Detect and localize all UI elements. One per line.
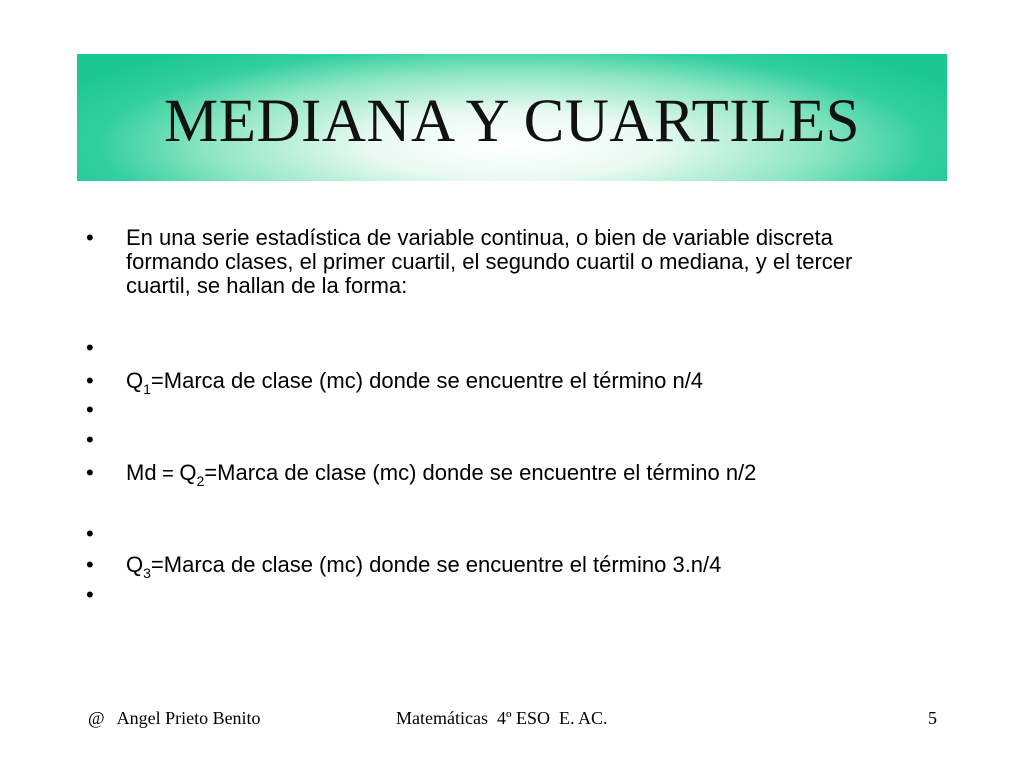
q2-definition: =Marca de clase (mc) donde se encuentre el término n/2	[204, 460, 757, 485]
q1-text	[126, 369, 886, 395]
bullet-marker: •	[86, 427, 94, 452]
q3-definition: =Marca de clase (mc) donde se encuentre el término 3.n/4	[150, 552, 722, 577]
bullet-marker: •	[86, 521, 94, 546]
bullet-marker: •	[86, 368, 94, 393]
title-banner	[77, 54, 947, 181]
bullet-marker: •	[86, 225, 94, 250]
equals-sign: =	[156, 463, 180, 485]
q1-subscript: 1	[143, 381, 151, 397]
q1-symbol: Q	[126, 368, 144, 393]
footer-course: Matemáticas 4º ESO E. AC.	[396, 708, 608, 728]
bullet-marker: •	[86, 460, 94, 485]
median-symbol: Md	[126, 460, 157, 485]
q3-symbol: Q	[126, 552, 144, 577]
intro-text: En una serie estadística de variable continua, o bien de variable discreta formando clases, el primer cuartil, el segundo cuartil o mediana, y el tercer cuartil, se hallan de la forma:	[126, 225, 853, 298]
slide-title: MEDIANA Y CUARTILES	[163, 87, 861, 155]
author-name: Angel Prieto Benito	[116, 708, 261, 728]
bullet-marker: •	[86, 397, 94, 422]
q1-definition: =Marca de clase (mc) donde se encuentre el término n/4	[150, 368, 704, 393]
q2-text	[126, 461, 886, 487]
bullet-marker: •	[86, 582, 94, 607]
page-number: 5	[928, 708, 937, 728]
at-symbol: @	[88, 708, 105, 728]
bullet-marker: •	[86, 335, 94, 360]
q3-text	[126, 553, 886, 579]
q3-subscript: 3	[143, 565, 151, 581]
q2-subscript: 2	[196, 473, 205, 489]
bullet-marker: •	[86, 552, 94, 577]
q2-symbol: Q	[179, 460, 197, 485]
footer-author	[88, 708, 261, 729]
